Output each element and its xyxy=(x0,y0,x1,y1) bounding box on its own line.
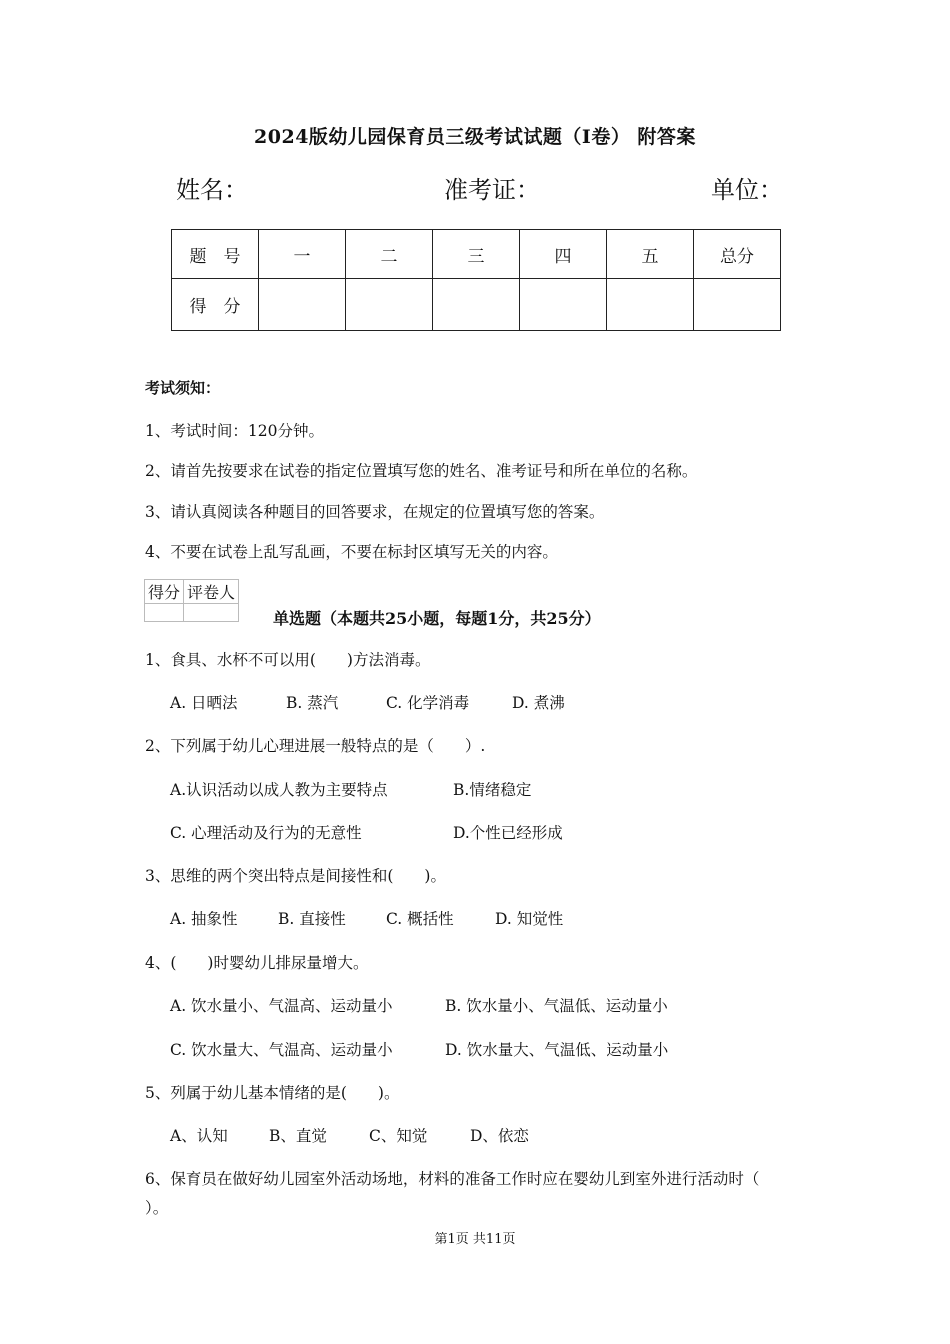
unit-field-label: 单位： xyxy=(711,176,783,204)
notice-item: 1、考试时间：120分钟。 xyxy=(145,422,324,440)
score-input-cell[interactable] xyxy=(259,279,346,331)
score-input-cell[interactable] xyxy=(346,279,433,331)
answer-option[interactable]: C、知觉 xyxy=(369,1127,428,1145)
answer-option[interactable]: C. 心理活动及行为的无意性 xyxy=(170,824,362,842)
grader-box-grader-cell[interactable] xyxy=(184,604,239,622)
grader-box-score-cell[interactable] xyxy=(145,604,184,622)
name-field-label: 姓名： xyxy=(176,176,248,204)
answer-option[interactable]: D. 饮水量大、气温低、运动量小 xyxy=(445,1041,669,1059)
score-table-header-row xyxy=(172,230,781,279)
answer-option[interactable]: A.认识活动以成人教为主要特点 xyxy=(170,781,388,799)
page-title: 2024版幼儿园保育员三级考试试题（I卷） 附答案 xyxy=(254,126,696,148)
answer-option[interactable]: D. 煮沸 xyxy=(512,694,565,712)
answer-option[interactable]: A. 抽象性 xyxy=(170,910,238,928)
grader-box-grader-label: 评卷人 xyxy=(184,580,239,604)
question-stem: 4、( )时婴幼儿排尿量增大。 xyxy=(145,954,369,972)
notice-item: 4、不要在试卷上乱写乱画，不要在标封区填写无关的内容。 xyxy=(145,543,558,561)
question-stem-continuation: ）。 xyxy=(145,1199,169,1217)
exam-id-field-label: 准考证： xyxy=(444,176,540,204)
score-table-cell: 四 xyxy=(520,230,607,279)
answer-option[interactable]: B. 饮水量小、气温低、运动量小 xyxy=(445,997,668,1015)
score-table-cell: 二 xyxy=(346,230,433,279)
score-table-cell: 题 号 xyxy=(172,230,259,279)
answer-option[interactable]: B、直觉 xyxy=(269,1127,327,1145)
score-input-cell[interactable] xyxy=(520,279,607,331)
notice-heading: 考试须知： xyxy=(145,379,221,397)
answer-option[interactable]: A、认知 xyxy=(170,1127,228,1145)
answer-option[interactable]: C. 饮水量大、气温高、运动量小 xyxy=(170,1041,393,1059)
answer-option[interactable]: B. 直接性 xyxy=(278,910,346,928)
notice-item: 3、请认真阅读各种题目的回答要求，在规定的位置填写您的答案。 xyxy=(145,503,605,521)
answer-option[interactable]: A. 饮水量小、气温高、运动量小 xyxy=(170,997,393,1015)
answer-option[interactable]: B.情绪稳定 xyxy=(453,781,532,799)
question-stem: 2、下列属于幼儿心理进展一般特点的是（ ）. xyxy=(145,737,486,755)
question-stem: 3、思维的两个突出特点是间接性和( )。 xyxy=(145,867,446,885)
section-title: 单选题（本题共25小题，每题1分，共25分） xyxy=(273,609,601,628)
answer-option[interactable]: C. 化学消毒 xyxy=(386,694,470,712)
score-table-score-row xyxy=(172,279,781,331)
question-stem: 6、保育员在做好幼儿园室外活动场地，材料的准备工作时应在婴幼儿到室外进行活动时（ xyxy=(145,1170,760,1188)
answer-option[interactable]: D、依恋 xyxy=(470,1127,529,1145)
score-input-cell[interactable] xyxy=(433,279,520,331)
question-stem: 1、食具、水杯不可以用( )方法消毒。 xyxy=(145,651,431,669)
score-table-cell: 总分 xyxy=(694,230,781,279)
answer-option[interactable]: D.个性已经形成 xyxy=(453,824,563,842)
score-table-cell: 五 xyxy=(607,230,694,279)
grader-box xyxy=(144,579,239,622)
score-input-cell[interactable] xyxy=(694,279,781,331)
score-table-cell: 得 分 xyxy=(172,279,259,331)
answer-option[interactable]: A. 日晒法 xyxy=(170,694,238,712)
notice-item: 2、请首先按要求在试卷的指定位置填写您的姓名、准考证号和所在单位的名称。 xyxy=(145,462,698,480)
answer-option[interactable]: C. 概括性 xyxy=(386,910,454,928)
score-table-cell: 三 xyxy=(433,230,520,279)
score-table-cell: 一 xyxy=(259,230,346,279)
answer-option[interactable]: D. 知觉性 xyxy=(495,910,564,928)
page-footer: 第1页 共11页 xyxy=(434,1232,516,1247)
grader-box-score-label: 得分 xyxy=(145,580,184,604)
score-input-cell[interactable] xyxy=(607,279,694,331)
answer-option[interactable]: B. 蒸汽 xyxy=(286,694,339,712)
question-stem: 5、列属于幼儿基本情绪的是( )。 xyxy=(145,1084,400,1102)
score-table xyxy=(171,229,781,331)
